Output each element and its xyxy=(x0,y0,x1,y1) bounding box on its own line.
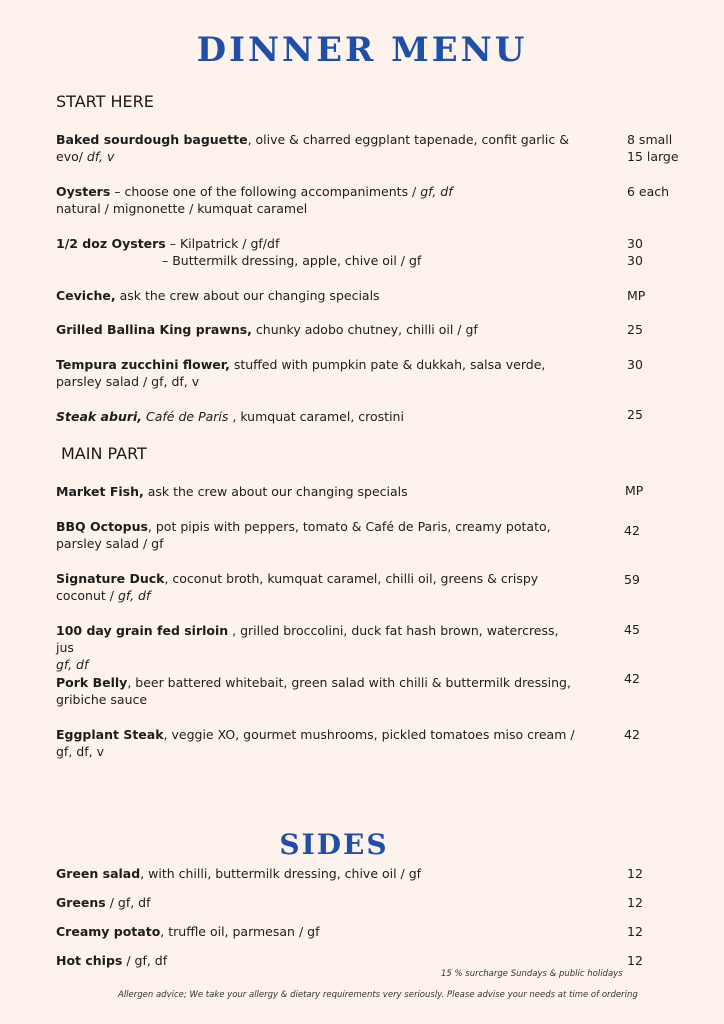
item-price xyxy=(627,235,717,269)
item-name: Steak aburi, xyxy=(56,409,143,424)
menu-item-zucchini-flower xyxy=(56,356,580,390)
price-buttermilk: 30 xyxy=(627,253,643,268)
item-desc: , beer battered whitebait, green salad with chilli & buttermilk dressing, gribiche sauce xyxy=(56,675,571,707)
item-desc: stuffed with pumpkin pate & dukkah, salsa verde, parsley salad / gf, df, v xyxy=(56,357,546,389)
price-kilpatrick: 30 xyxy=(627,236,643,251)
item-price: 59 xyxy=(624,572,640,587)
menu-item-eggplant-steak xyxy=(56,726,580,760)
item-name: 100 day grain fed sirloin xyxy=(56,623,229,638)
item-name: Tempura zucchini flower, xyxy=(56,357,230,372)
item-name: Ceviche, xyxy=(56,288,116,303)
menu-item-prawns xyxy=(56,321,580,338)
item-price xyxy=(627,131,717,165)
item-price: 30 xyxy=(627,357,643,372)
menu-item-steak-aburi xyxy=(56,408,580,425)
menu-title: DINNER MENU xyxy=(196,30,528,70)
item-italic: Café de Paris xyxy=(142,409,229,424)
item-price: MP xyxy=(625,483,644,498)
item-desc-line2: – Buttermilk dressing, apple, chive oil / gf xyxy=(162,253,422,268)
item-price: MP xyxy=(627,288,646,303)
item-name: Market Fish, xyxy=(56,484,144,499)
price-large: 15 large xyxy=(627,149,679,164)
menu-item-hot-chips xyxy=(56,952,580,969)
item-price: 42 xyxy=(624,523,640,538)
item-name: Creamy potato xyxy=(56,924,161,939)
menu-item-oysters xyxy=(56,183,580,217)
item-desc: , olive & charred eggplant tapenade, confit garlic & evo/ xyxy=(56,132,569,164)
menu-item-green-salad xyxy=(56,865,580,882)
item-name: 1/2 doz Oysters xyxy=(56,236,166,251)
item-name: Eggplant Steak xyxy=(56,727,164,742)
menu-item-sirloin xyxy=(56,622,580,673)
item-name: Baked sourdough baguette xyxy=(56,132,248,147)
item-desc: , truffle oil, parmesan / gf xyxy=(160,924,320,939)
item-name: Green salad xyxy=(56,866,141,881)
item-desc: , grilled broccolini, duck fat hash brown, watercress, jus xyxy=(56,623,559,655)
item-desc: / gf, df xyxy=(105,895,151,910)
item-price: 12 xyxy=(627,895,643,910)
item-price: 25 xyxy=(627,322,643,337)
price-small: 8 small xyxy=(627,132,673,147)
item-name: Signature Duck xyxy=(56,571,165,586)
item-desc-line2: natural / mignonette / kumquat caramel xyxy=(56,201,308,216)
item-price: 12 xyxy=(627,866,643,881)
section-start-here: START HERE xyxy=(56,92,154,111)
item-desc: ask the crew about our changing specials xyxy=(143,484,408,499)
item-desc: , veggie XO, gourmet mushrooms, pickled tomatoes miso cream / gf, df, v xyxy=(56,727,575,759)
item-price: 25 xyxy=(627,407,643,422)
section-main-part: MAIN PART xyxy=(61,444,147,463)
item-tags: gf, df xyxy=(117,588,151,603)
menu-item-baguette xyxy=(56,131,580,165)
item-price: 6 each xyxy=(627,184,670,199)
item-desc: , kumquat caramel, crostini xyxy=(228,409,404,424)
item-desc: chunky adobo chutney, chilli oil / gf xyxy=(251,322,478,337)
item-name: BBQ Octopus xyxy=(56,519,148,534)
item-desc: ask the crew about our changing specials xyxy=(115,288,380,303)
item-desc: / gf, df xyxy=(122,953,168,968)
allergen-note: Allergen advice; We take your allergy & dietary requirements very seriously. Please advise your needs at time of ordering xyxy=(118,990,638,1000)
item-desc: – choose one of the following accompaniments / xyxy=(110,184,421,199)
surcharge-note: 15 % surcharge Sundays & public holidays xyxy=(441,969,623,979)
item-desc: , with chilli, buttermilk dressing, chive oil / gf xyxy=(140,866,422,881)
item-desc: , coconut broth, kumquat caramel, chilli oil, greens & crispy coconut / xyxy=(56,571,539,603)
item-name: Grilled Ballina King prawns, xyxy=(56,322,252,337)
item-desc: – Kilpatrick / gf/df xyxy=(165,236,280,251)
item-desc: , pot pipis with peppers, tomato & Café de Paris, creamy potato, parsley salad / gf xyxy=(56,519,551,551)
item-price: 12 xyxy=(627,953,643,968)
item-name: Pork Belly xyxy=(56,675,128,690)
item-price: 42 xyxy=(624,727,640,742)
item-name: Hot chips xyxy=(56,953,123,968)
menu-item-market-fish xyxy=(56,483,580,500)
item-name: Oysters xyxy=(56,184,111,199)
menu-item-half-doz-oysters xyxy=(56,235,580,269)
item-price: 45 xyxy=(624,622,640,637)
item-tags: gf, df xyxy=(56,657,89,672)
menu-item-signature-duck xyxy=(56,570,580,604)
menu-item-creamy-potato xyxy=(56,923,580,940)
menu-item-bbq-octopus xyxy=(56,518,580,552)
item-tags: df, v xyxy=(86,149,115,164)
item-price: 12 xyxy=(627,924,643,939)
item-name: Greens xyxy=(56,895,106,910)
menu-item-greens xyxy=(56,894,580,911)
item-price: 42 xyxy=(624,671,640,686)
menu-item-pork-belly xyxy=(56,674,580,708)
menu-item-ceviche xyxy=(56,287,580,304)
section-sides: SIDES xyxy=(279,828,389,861)
item-tags: gf, df xyxy=(420,184,453,199)
